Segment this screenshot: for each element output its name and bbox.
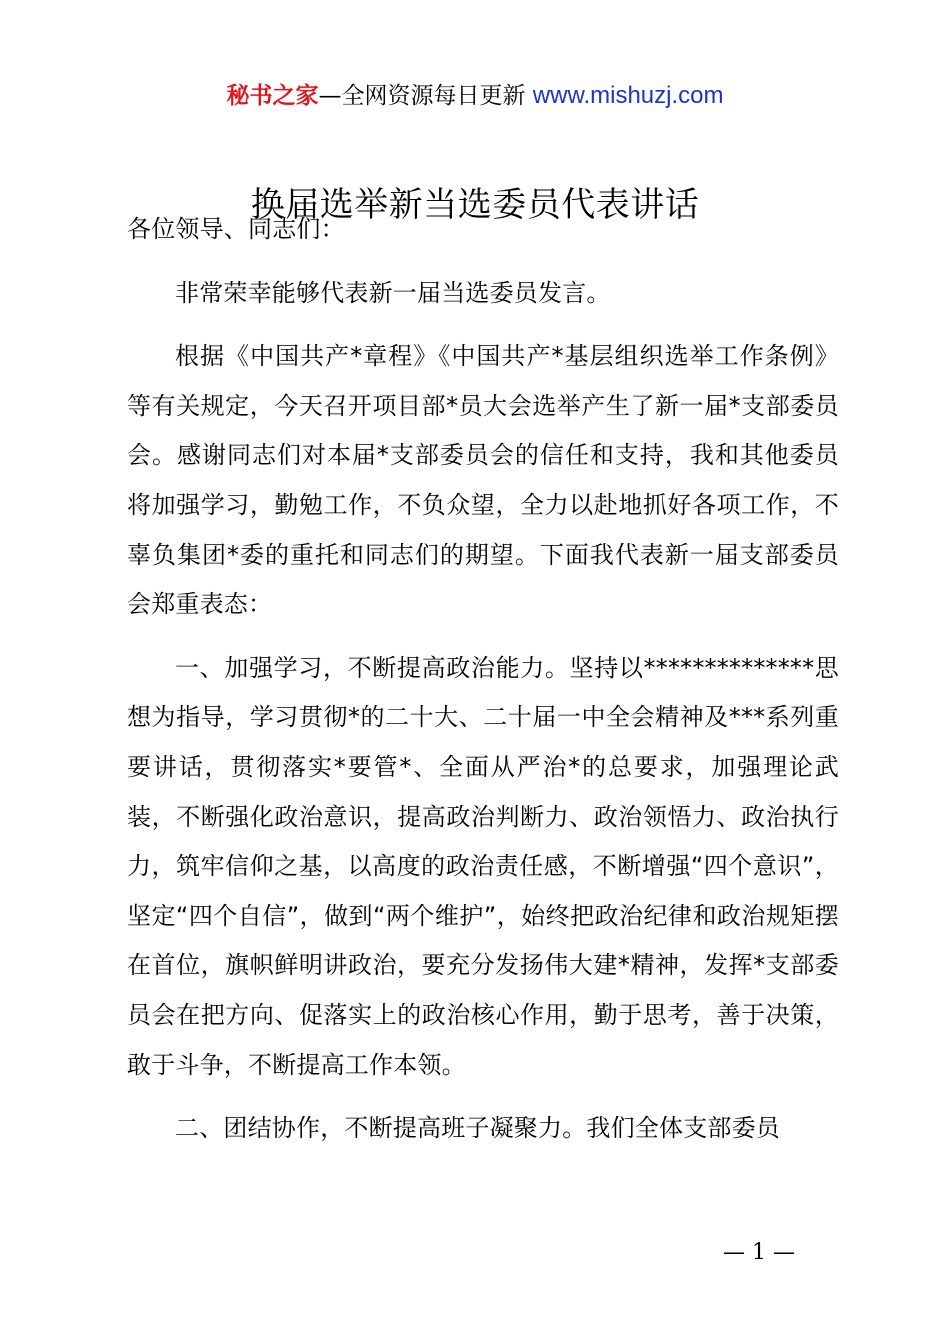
paragraph-intro: 根据《中国共产*章程》《中国共产*基层组织选举工作条例》等有关规定，今天召开项目部*员大会选举产生了新一届*支部委员会。感谢同志们对本届*支部委员会的信任和支持，我和其他委员将加强学习，勤勉工作，不负众望，全力以赴地抓好各项工作，不辜负集团*委的重托和同志们的期望。下面我代表新一届支部委员会郑重表态： <box>127 342 839 619</box>
document-body <box>127 205 839 1154</box>
document-title: 换届选举新当选委员代表讲话 <box>250 185 700 225</box>
site-banner <box>0 80 950 112</box>
brand-url-link[interactable]: www.mishuzj.com <box>532 82 724 109</box>
page-number: — 1 — <box>723 1240 795 1265</box>
paragraph-section-one: 一、加强学习，不断提高政治能力。坚持以**************思想为指导，学习贯彻*的二十大、二十届一中全会精神及***系列重要讲话，贯彻落实*要管*、全面从严治*的总要求，加强理论武装，不断强化政治意识，提高政治判断力、政治领悟力、政治执行力，筑牢信仰之基，以高度的政治责任感，不断增强“四个意识”，坚定“四个自信”，做到“两个维护”，始终把政治纪律和政治规矩摆在首位，旗帜鲜明讲政治，要充分发扬伟大建*精神，发挥*支部委员会在把方向、促落实上的政治核心作用，勤于思考，善于决策，敢于斗争，不断提高工作本领。 <box>127 653 839 1079</box>
salutation: 各位领导、同志们： <box>127 215 345 243</box>
brand-name: 秘书之家 <box>226 83 319 109</box>
brand-tagline: —全网资源每日更新 <box>318 83 526 109</box>
paragraph-opening: 非常荣幸能够代表新一届当选委员发言。 <box>175 278 611 307</box>
paragraph-section-two: 二、团结协作，不断提高班子凝聚力。我们全体支部委员 <box>175 1114 780 1143</box>
